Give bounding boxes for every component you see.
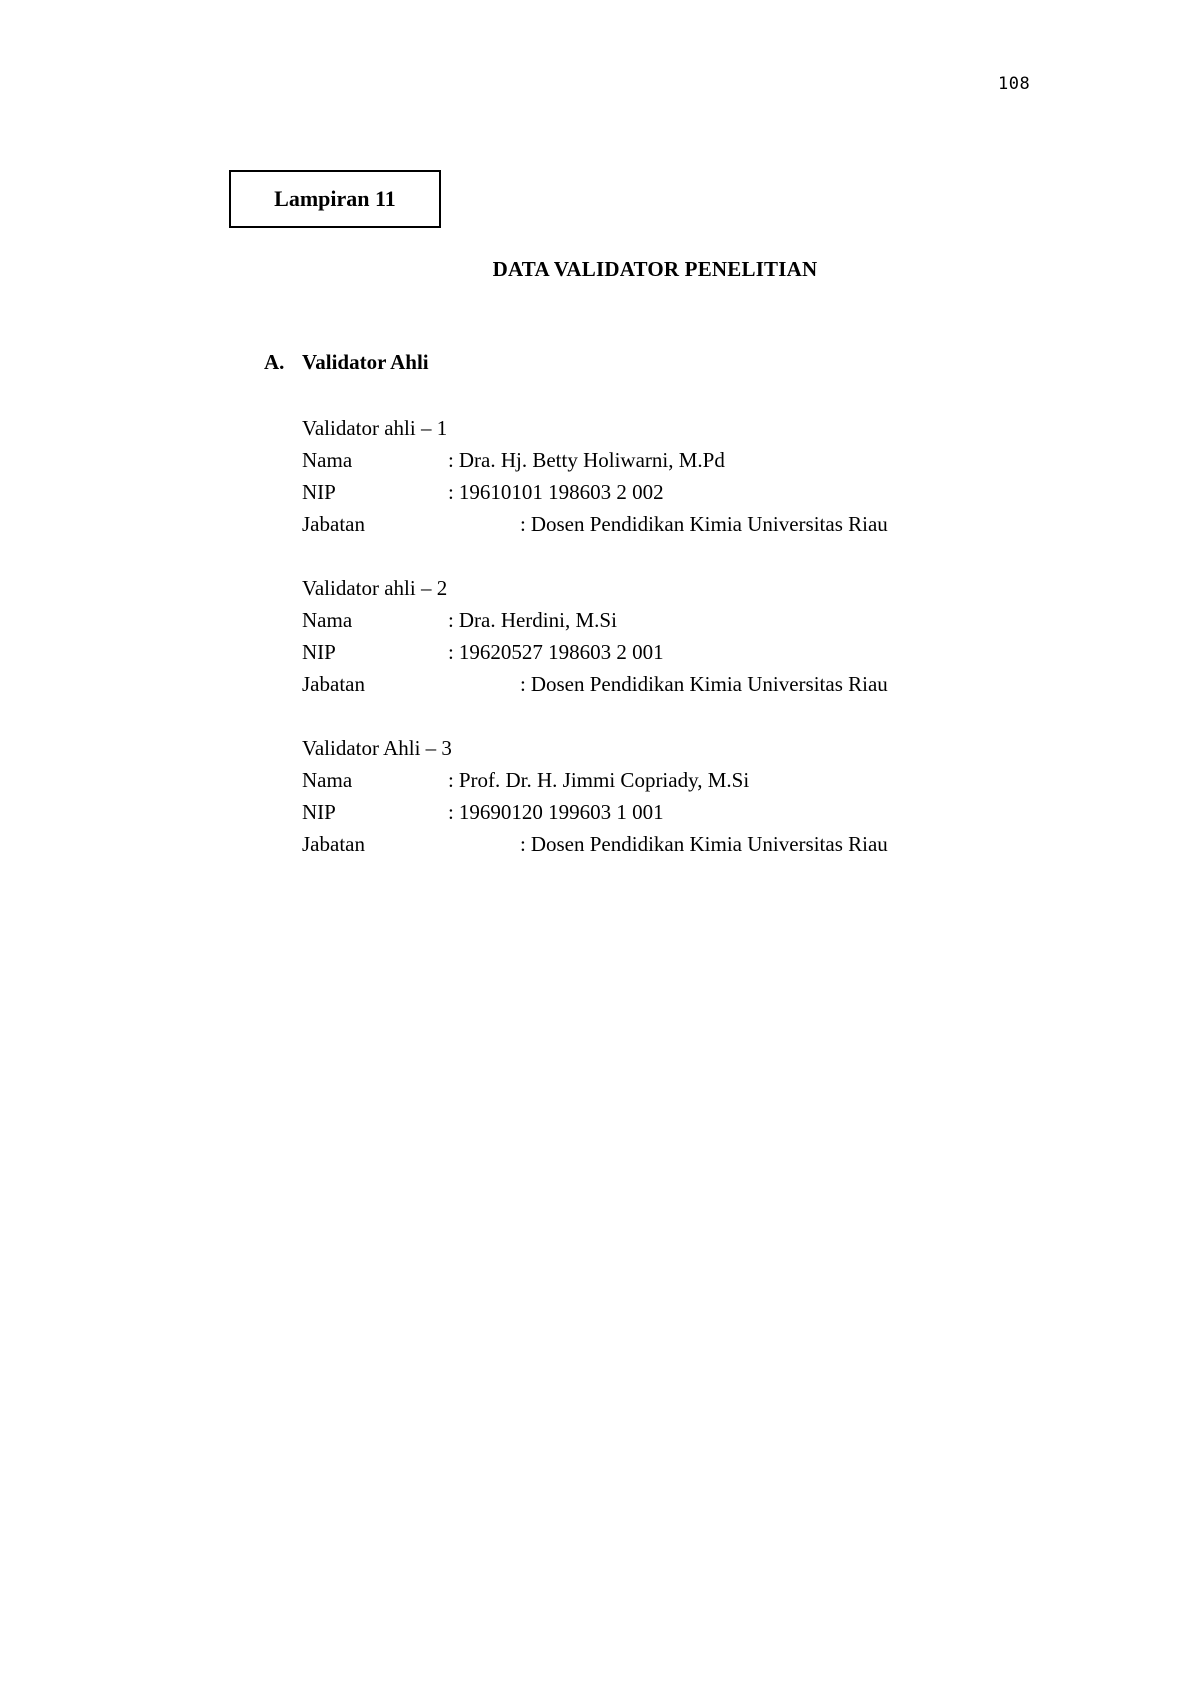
separator: : [448, 448, 454, 472]
separator: : [520, 512, 526, 536]
nama-value: Dra. Herdini, M.Si [458, 608, 617, 632]
document-title: DATA VALIDATOR PENELITIAN [492, 257, 818, 281]
separator: : [520, 672, 526, 696]
separator: : [448, 608, 454, 632]
jabatan-value-wrap [520, 668, 888, 700]
nama-label: Nama [302, 608, 353, 632]
nama-label: Nama [302, 448, 353, 472]
nip-value-wrap [448, 796, 664, 828]
jabatan-label: Jabatan [302, 512, 365, 536]
validator-heading: Validator Ahli – 3 [302, 736, 452, 760]
separator: : [448, 768, 454, 792]
nama-value-wrap [448, 764, 749, 796]
jabatan-value: Dosen Pendidikan Kimia Universitas Riau [530, 512, 888, 536]
nip-value: 19610101 198603 2 002 [458, 480, 664, 504]
nama-value-wrap [448, 604, 617, 636]
nip-value: 19690120 199603 1 001 [458, 800, 664, 824]
validator-heading: Validator ahli – 2 [302, 576, 448, 600]
section-heading [264, 350, 429, 375]
jabatan-label: Jabatan [302, 832, 365, 856]
separator: : [448, 640, 454, 664]
jabatan-value-wrap [520, 508, 888, 540]
nip-label: NIP [302, 640, 336, 664]
nama-value-wrap [448, 444, 725, 476]
page-number: 108 [998, 74, 1031, 94]
jabatan-label: Jabatan [302, 672, 365, 696]
nama-label: Nama [302, 768, 353, 792]
jabatan-value-wrap [520, 828, 888, 860]
appendix-label: Lampiran 11 [274, 186, 396, 211]
nip-label: NIP [302, 800, 336, 824]
section-heading-text: Validator Ahli [302, 350, 429, 374]
nip-value: 19620527 198603 2 001 [458, 640, 664, 664]
separator: : [520, 832, 526, 856]
appendix-label-box [229, 170, 441, 228]
section-letter: A. [264, 350, 285, 374]
nip-value-wrap [448, 636, 664, 668]
separator: : [448, 800, 454, 824]
separator: : [448, 480, 454, 504]
nip-label: NIP [302, 480, 336, 504]
validator-heading: Validator ahli – 1 [302, 416, 448, 440]
jabatan-value: Dosen Pendidikan Kimia Universitas Riau [530, 672, 888, 696]
nama-value: Prof. Dr. H. Jimmi Copriady, M.Si [458, 768, 750, 792]
nama-value: Dra. Hj. Betty Holiwarni, M.Pd [458, 448, 725, 472]
jabatan-value: Dosen Pendidikan Kimia Universitas Riau [530, 832, 888, 856]
nip-value-wrap [448, 476, 664, 508]
